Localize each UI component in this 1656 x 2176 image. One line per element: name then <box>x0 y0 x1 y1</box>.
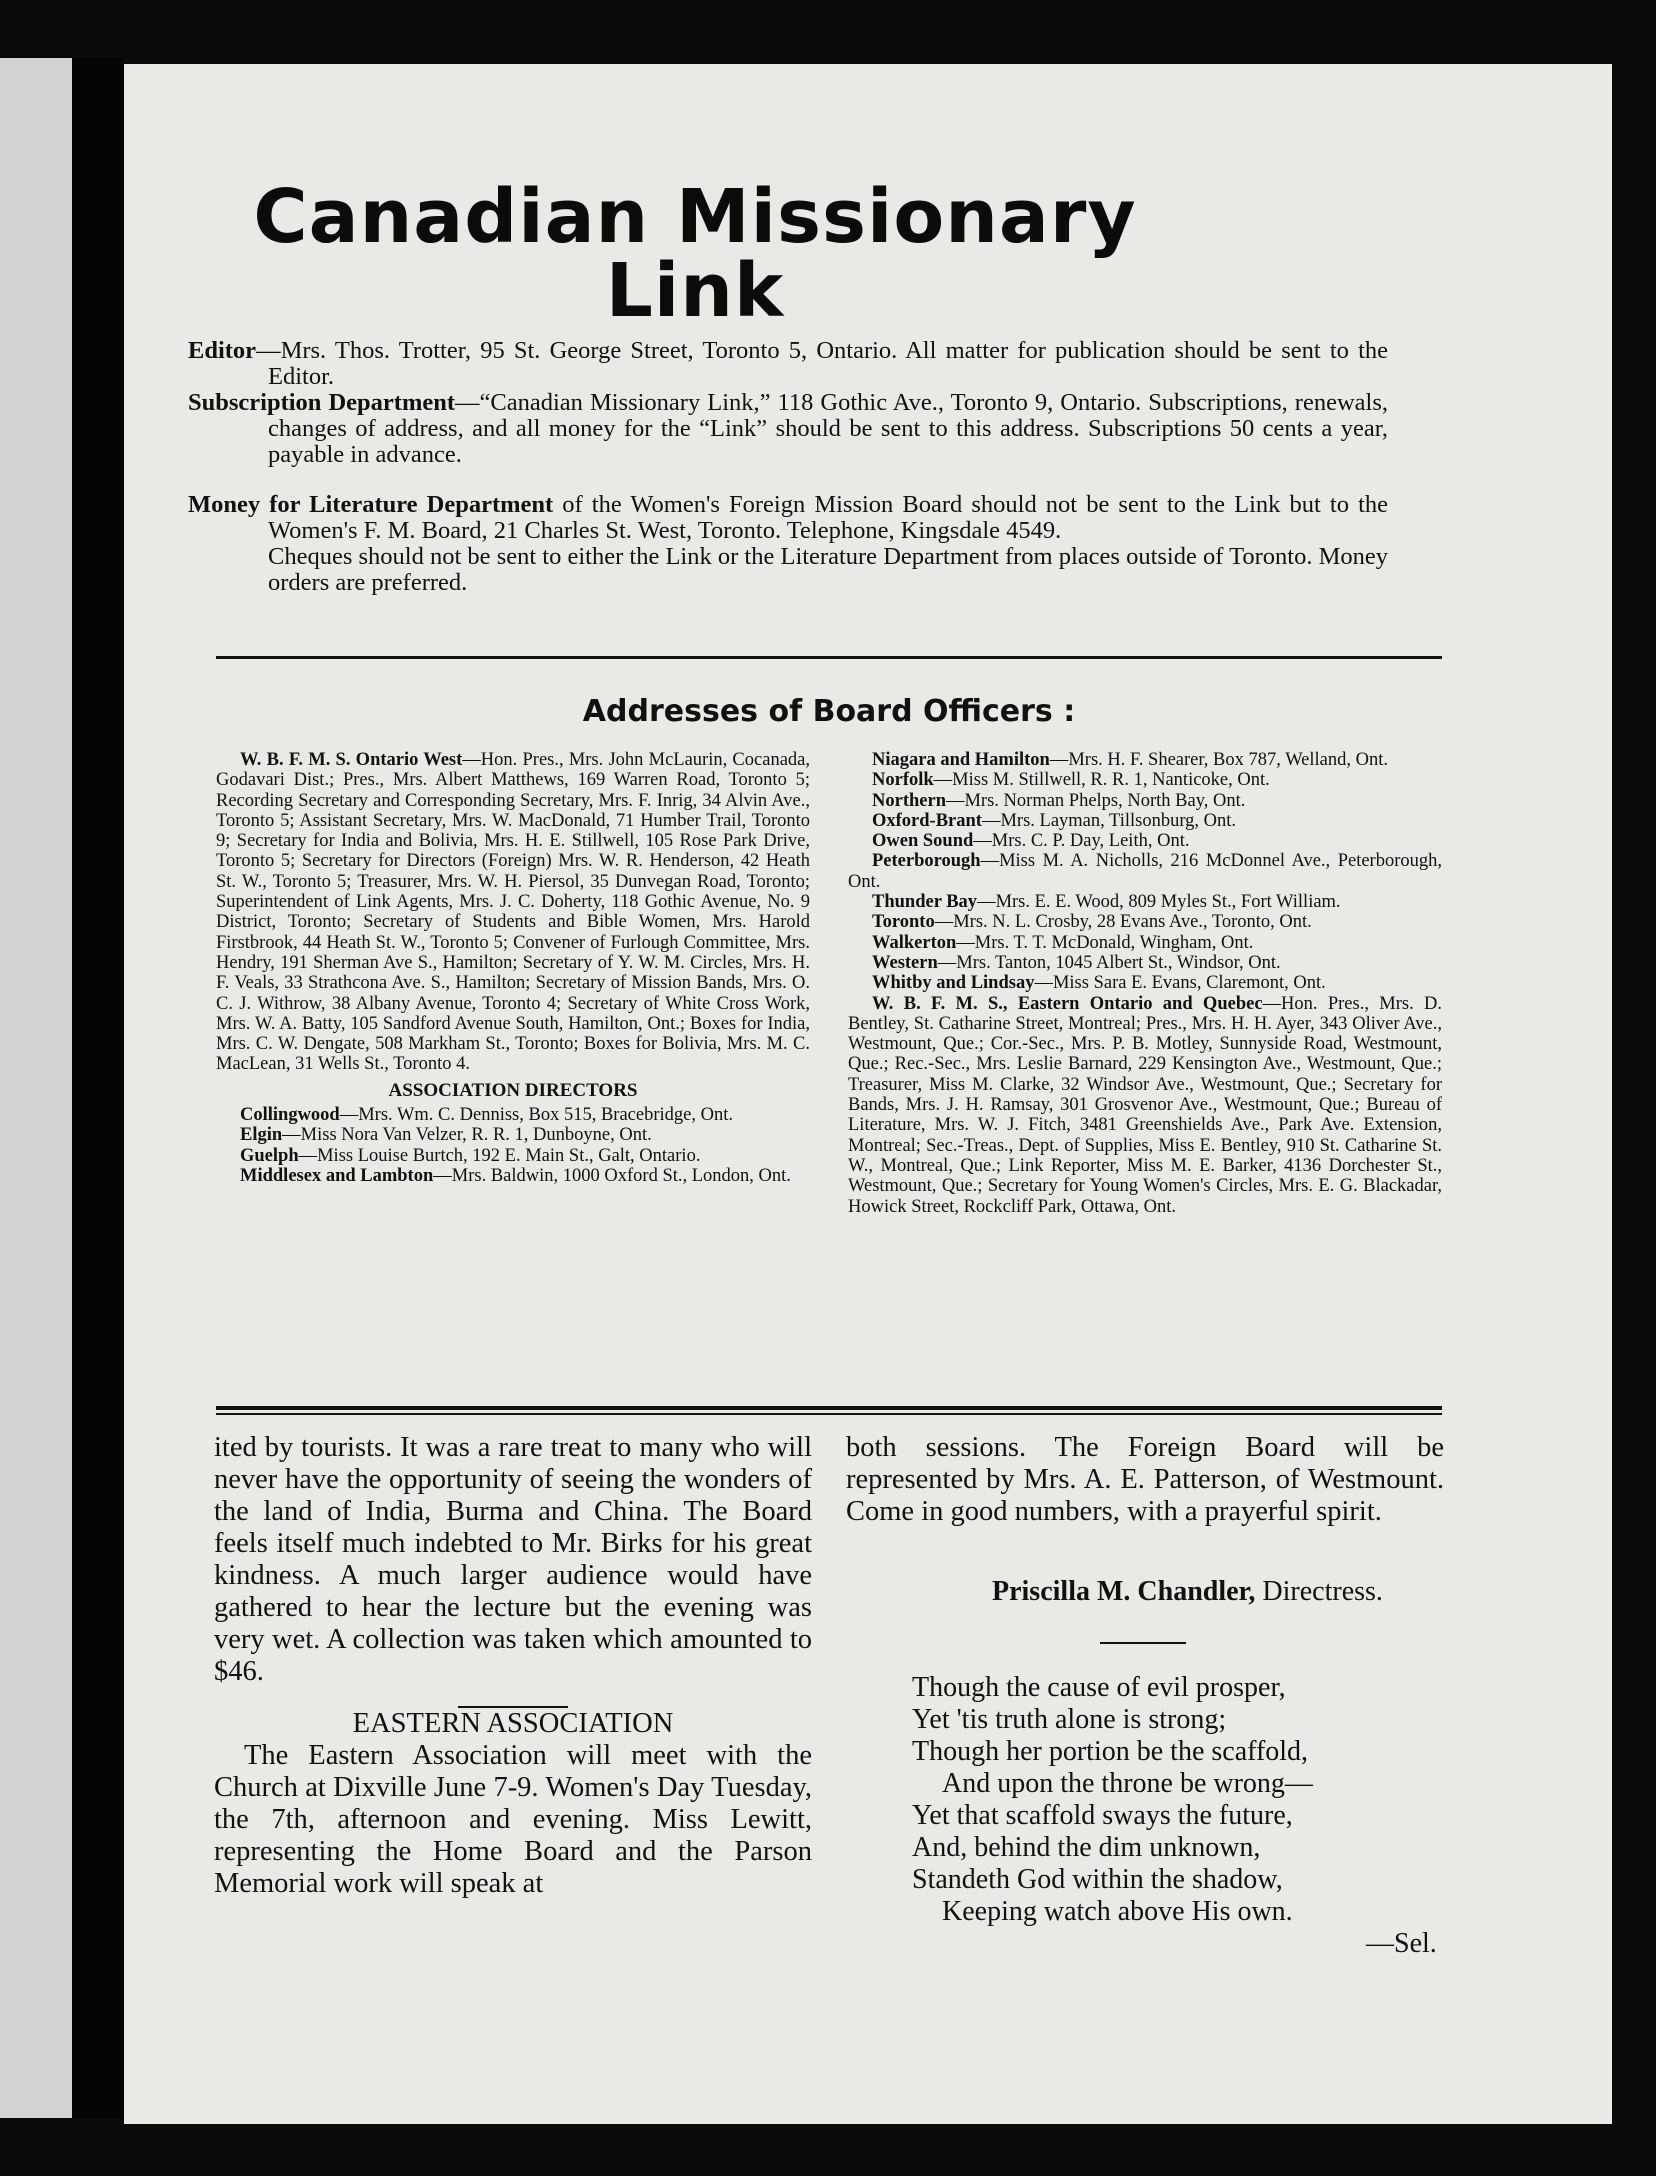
eastern-ontario-entry <box>848 994 1442 1217</box>
literature-label: Money for Literature Department <box>188 491 554 518</box>
association-directors-heading: ASSOCIATION DIRECTORS <box>388 1079 638 1101</box>
director-label: Guelph <box>240 1145 299 1166</box>
director-text: —Miss M. Stillwell, R. R. 1, Nanticoke, Ont. <box>933 770 1270 791</box>
poem-line: And, behind the dim unknown, <box>912 1832 1261 1863</box>
editor-notice <box>188 337 1388 390</box>
article-paragraph: The Eastern Association will meet with the Church at Dixville June 7-9. Women's Day Tuesday, the 7th, afternoon and evening. Miss Lewitt, representing the Home Board and the Parson Memorial work will speak at <box>214 1740 812 1899</box>
editor-label: Editor <box>188 337 257 364</box>
director-text: —Mrs. Norman Phelps, North Bay, Ont. <box>945 790 1246 811</box>
director-entry <box>216 1105 810 1125</box>
board-left-column <box>216 750 810 1186</box>
subscription-label: Subscription Department <box>188 389 456 416</box>
director-entry <box>848 851 1442 892</box>
director-entry <box>848 770 1442 790</box>
article-paragraph: ited by tourists. It was a rare treat to many who will never have the opportunity of seeing the wonders of the land of India, Burma and China. The Board feels itself much indebted to Mr. Birks for his great kindness. A much larger audience would have gathered to hear the lecture but the evening was very wet. A collection was taken which amounted to $46. <box>214 1432 812 1687</box>
director-text: —Mrs. Baldwin, 1000 Oxford St., London, Ont. <box>433 1165 791 1186</box>
director-label: Owen Sound <box>872 831 974 852</box>
cheques-text: Cheques should not be sent to either the Link or the Literature Department from places outside of Toronto. Money orders are preferred. <box>268 543 1388 596</box>
director-text: —Mrs. T. T. McDonald, Wingham, Ont. <box>956 932 1254 953</box>
director-label: Peterborough <box>872 851 981 872</box>
director-entry <box>216 1166 810 1186</box>
director-label: Toronto <box>872 912 935 933</box>
director-text: —Miss Sara E. Evans, Claremont, Ont. <box>1034 973 1326 994</box>
director-text: —Miss Louise Burtch, 192 E. Main St., Galt, Ontario. <box>298 1145 701 1166</box>
poem-line: Though the cause of evil prosper, <box>912 1672 1286 1703</box>
director-entry <box>848 811 1442 831</box>
poem-line: Yet 'tis truth alone is strong; <box>912 1704 1227 1735</box>
director-entry <box>848 973 1442 993</box>
divider-bottom-2 <box>216 1413 1442 1415</box>
director-label: Western <box>872 952 938 973</box>
director-text: —Mrs. Tanton, 1045 Albert St., Windsor, Ont. <box>937 952 1281 973</box>
director-label: Niagara and Hamilton <box>872 750 1050 770</box>
poem-line: Though her portion be the scaffold, <box>912 1736 1309 1767</box>
director-text: —Mrs. N. L. Crosby, 28 Evans Ave., Toronto, Ont. <box>934 912 1312 933</box>
director-entry <box>848 750 1442 770</box>
poem-attribution: —Sel. <box>1366 1928 1437 1959</box>
subscription-text: —“Canadian Missionary Link,” 118 Gothic Ave., Toronto 9, Ontario. Subscriptions, renewals, changes of address, and all money for the “Link” should be sent to this address. Subscriptions 50 cents a year, payable in advance. <box>268 389 1388 468</box>
director-label: Collingwood <box>240 1105 340 1126</box>
poem-line: Keeping watch above His own. <box>942 1896 1293 1927</box>
eastern-association-heading: EASTERN ASSOCIATION <box>352 1708 674 1739</box>
director-entry <box>848 791 1442 811</box>
board-officers-title: Addresses of Board Officers : <box>582 694 1076 729</box>
director-entry <box>848 953 1442 973</box>
director-text: —Miss M. A. Nicholls, 216 McDonnel Ave., Peterborough, Ont. <box>848 851 1442 892</box>
signature-name: Priscilla M. Chandler, <box>992 1576 1256 1607</box>
director-label: Thunder Bay <box>872 892 978 913</box>
director-label: Oxford-Brant <box>872 810 982 831</box>
article-paragraph: both sessions. The Foreign Board will be represented by Mrs. A. E. Patterson, of Westmount. Come in good numbers, with a prayerful spirit. <box>846 1432 1444 1527</box>
subscription-notice <box>188 389 1388 468</box>
ontario-west-label: W. B. F. M. S. Ontario West <box>240 750 463 770</box>
director-entry <box>848 933 1442 953</box>
director-text: —Mrs. Layman, Tillsonburg, Ont. <box>981 810 1237 831</box>
poem-line: Standeth God within the shadow, <box>912 1864 1283 1895</box>
binding-spine <box>72 58 124 2118</box>
director-text: —Mrs. H. F. Shearer, Box 787, Welland, Ont. <box>1049 750 1388 770</box>
director-label: Northern <box>872 790 946 811</box>
director-entry <box>848 892 1442 912</box>
director-text: —Mrs. C. P. Day, Leith, Ont. <box>973 831 1190 852</box>
director-entry <box>848 912 1442 932</box>
director-label: Norfolk <box>872 770 934 791</box>
literature-text: of the Women's Foreign Mission Board should not be sent to the Link but to the Women's F. M. Board, 21 Charles St. West, Toronto. Telephone, Kingsdale 4549. <box>268 491 1389 544</box>
poem-line: And upon the throne be wrong— <box>942 1768 1313 1799</box>
article-right-column <box>846 1432 1444 1528</box>
poem <box>912 1672 1452 1928</box>
ontario-west-text: —Hon. Pres., Mrs. John McLaurin, Cocanada, Godavari Dist.; Pres., Mrs. Albert Matthews, 169 Warren Road, Toronto 5; Recording Secretary and Corresponding Secretary, Mrs. F. Inrig, 34 Alvin Ave., Toronto 5; Assistant Secretary, Mrs. W. MacDonald, 71 Humber Trail, Toronto 9; Secretary for India and Bolivia, Mrs. H. E. Stillwell, 105 Rose Park Drive, Toronto 5; Secretary for Directors (Foreign) Mrs. W. R. Henderson, 42 Heath St. W., Toronto 5; Treasurer, Mrs. W. H. Piersol, 35 Dunvegan Road, Toronto; Superintendent of Link Agents, Mrs. J. C. Doherty, 118 Gothic Avenue, No. 9 District, Toronto; Secretary of Students and Bible Women, Mrs. Harold Firstbrook, 44 Heath St. W., Toronto 5; Convener of Furlough Committee, Mrs. Hendry, 191 Sherman Ave S., Hamilton; Secretary of Y. W. M. Circles, Mrs. H. F. Veals, 33 Strathcona Ave. S., Hamilton; Secretary of Mission Bands, Mrs. O. C. J. Withrow, 38 Albany Avenue, Toronto 4; Secretary of White Cross Work, Mrs. W. A. Batty, 105 Sandford Avenue South, Hamilton, Ont.; Boxes for India, Mrs. C. W. Dengate, 508 Markham St., Toronto; Boxes for Bolivia, Mrs. M. C. MacLean, 31 Wells St., Toronto 4. <box>216 750 810 1075</box>
director-label: Walkerton <box>872 932 957 953</box>
director-entry <box>216 1125 810 1145</box>
eastern-ontario-label: W. B. F. M. S., Eastern Ontario and Quebec <box>872 993 1263 1014</box>
director-label: Middlesex and Lambton <box>240 1165 434 1186</box>
editor-text: —Mrs. Thos. Trotter, 95 St. George Street, Toronto 5, Ontario. All matter for publication should be sent to the Editor. <box>256 337 1388 390</box>
director-text: —Miss Nora Van Velzer, R. R. 1, Dunboyne, Ont. <box>282 1125 652 1146</box>
adjacent-page-edge <box>0 58 72 2118</box>
director-text: —Mrs. Wm. C. Denniss, Box 515, Bracebridge, Ont. <box>339 1105 733 1126</box>
director-entry <box>848 831 1442 851</box>
divider-bottom-1 <box>216 1406 1442 1410</box>
board-right-column <box>848 750 1442 1217</box>
masthead-title: Canadian Missionary Link <box>253 174 1137 334</box>
signature-line <box>992 1576 1383 1608</box>
director-entry <box>216 1146 810 1166</box>
article-left-column <box>214 1432 812 1900</box>
signature-title: Directress. <box>1255 1576 1383 1607</box>
poem-line: Yet that scaffold sways the future, <box>912 1800 1293 1831</box>
poem-divider <box>1100 1642 1186 1644</box>
ontario-west-entry <box>216 750 810 1075</box>
director-label: Whitby and Lindsay <box>872 973 1035 994</box>
director-text: —Mrs. E. E. Wood, 809 Myles St., Fort William. <box>977 892 1341 913</box>
divider-top <box>216 656 1442 659</box>
eastern-ontario-text: —Hon. Pres., Mrs. D. Bentley, St. Catharine Street, Montreal; Pres., Mrs. H. H. Ayer, 343 Oliver Ave., Westmount, Que.; Cor.-Sec., Mrs. P. B. Motley, Sunnyside Road, Westmount, Que.; Rec.-Sec., Mrs. Leslie Barnard, 229 Kensington Ave., Westmount, Que.; Treasurer, Miss M. Clarke, 32 Windsor Ave., Westmount, Que.; Secretary for Bands, Mrs. J. H. Ramsay, 301 Grosvenor Ave., Westmount, Que.; Bureau of Literature, Mrs. W. J. Fitch, 3481 Greenshields Ave., Park Ave. Extension, Montreal; Sec.-Treas., Dept. of Supplies, Miss E. Bentley, 910 St. Catharine St. W., Montreal, Que.; Link Reporter, Miss M. E. Barker, 4136 Dorchester St., Westmount, Que.; Secretary for Young Women's Circles, Mrs. E. G. Blackadar, Howick Street, Rockcliff Park, Ottawa, Ont. <box>848 993 1443 1217</box>
director-label: Elgin <box>240 1125 283 1146</box>
literature-notice <box>188 491 1389 596</box>
